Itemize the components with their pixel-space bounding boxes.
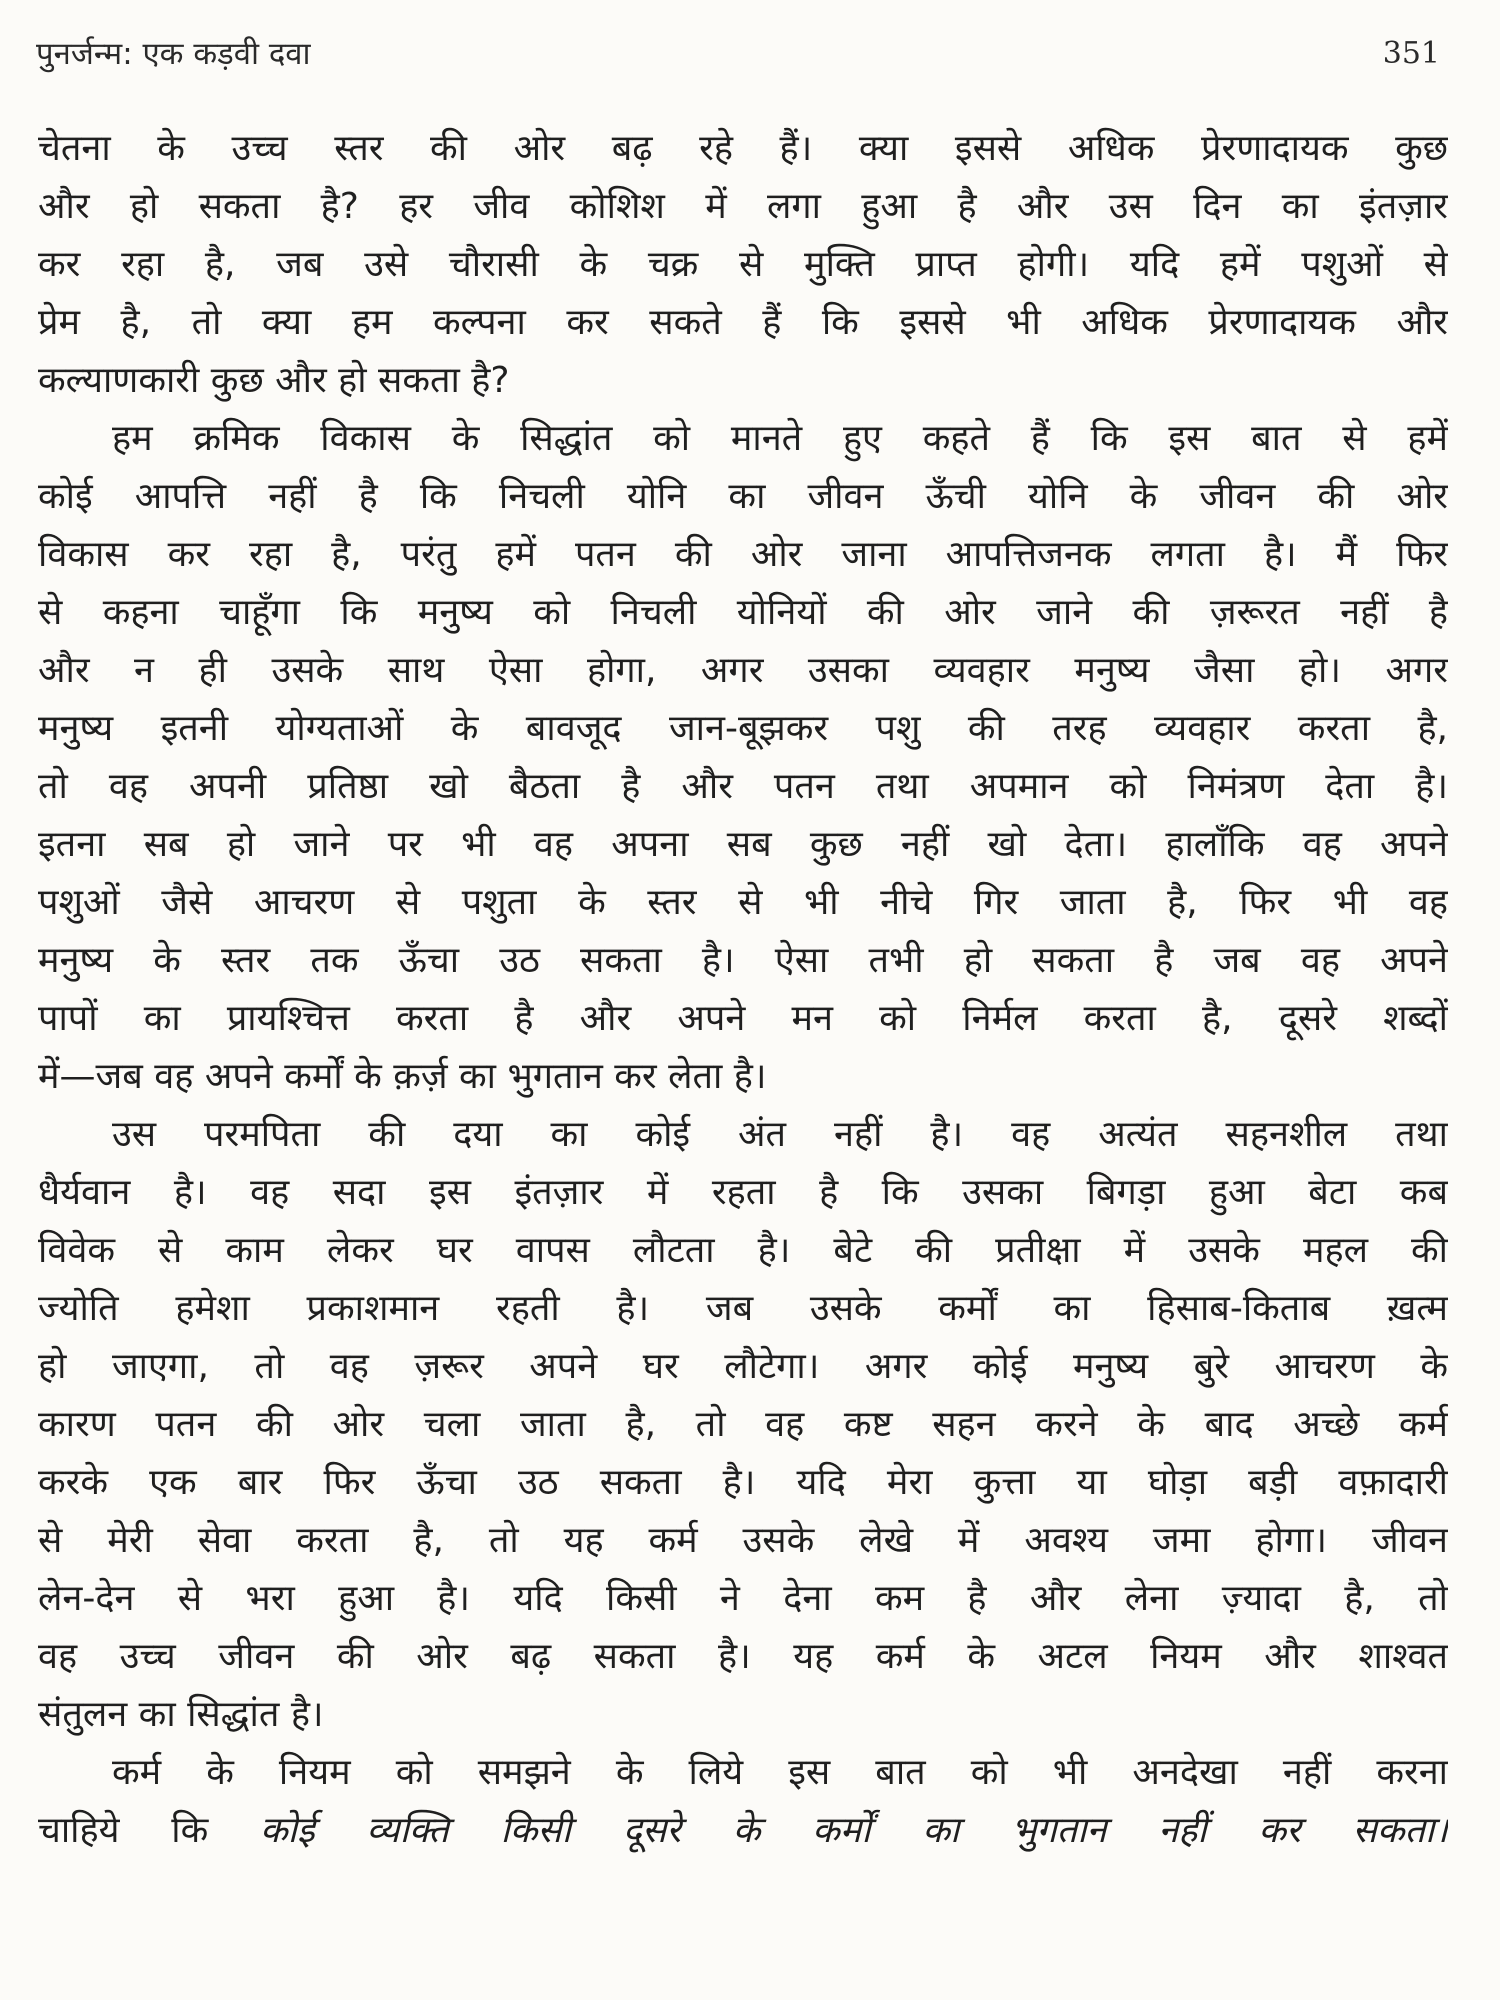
- text-line: हम क्रमिक विकास के सिद्धांत को मानते हुए कहते हैं कि इस बात से हमें: [112, 418, 1448, 459]
- running-title: पुनर्जन्म: एक कड़वी दवा: [36, 36, 311, 72]
- text-line: मनुष्य इतनी योग्यताओं के बावजूद जान-बूझकर पशु की तरह व्यवहार करता है,: [38, 708, 1448, 749]
- paragraph-3: [38, 1106, 1448, 1744]
- text-line: और हो सकता है? हर जीव कोशिश में लगा हुआ है और उस दिन का इंतज़ार: [38, 186, 1448, 227]
- paragraph-2: [38, 410, 1448, 1106]
- body-text: [38, 120, 1448, 1860]
- text-line: पशुओं जैसे आचरण से पशुता के स्तर से भी नीचे गिर जाता है, फिर भी वह: [38, 882, 1448, 923]
- text-line-mixed: [38, 1802, 1448, 1860]
- italic-emphasis: कोई व्यक्ति किसी दूसरे के कर्मों का भुगतान नहीं कर सकता।: [259, 1810, 1448, 1851]
- text-line: ज्योति हमेशा प्रकाशमान रहती है। जब उसके कर्मों का हिसाब-किताब ख़त्म: [38, 1288, 1448, 1329]
- text-line: चेतना के उच्च स्तर की ओर बढ़ रहे हैं। क्या इससे अधिक प्रेरणादायक कुछ: [38, 128, 1448, 169]
- text-line: और न ही उसके साथ ऐसा होगा, अगर उसका व्यवहार मनुष्य जैसा हो। अगर: [38, 650, 1448, 691]
- text-line: कर्म के नियम को समझने के लिये इस बात को भी अनदेखा नहीं करना: [112, 1752, 1448, 1793]
- text-line: संतुलन का सिद्धांत है।: [38, 1694, 324, 1735]
- text-line: करके एक बार फिर ऊँचा उठ सकता है। यदि मेरा कुत्ता या घोड़ा बड़ी वफ़ादारी: [38, 1462, 1448, 1503]
- paragraph-1: [38, 120, 1448, 410]
- text-line: कोई आपत्ति नहीं है कि निचली योनि का जीवन ऊँची योनि के जीवन की ओर: [38, 476, 1448, 517]
- page-number: 351: [1382, 36, 1440, 71]
- text-line: में—जब वह अपने कर्मों के क़र्ज़ का भुगतान कर लेता है।: [38, 1056, 767, 1097]
- text-line: कर रहा है, जब उसे चौरासी के चक्र से मुक्ति प्राप्त होगी। यदि हमें पशुओं से: [38, 244, 1448, 285]
- text-line: इतना सब हो जाने पर भी वह अपना सब कुछ नहीं खो देता। हालाँकि वह अपने: [38, 824, 1448, 865]
- paragraph-4: [38, 1744, 1448, 1860]
- text-line: विवेक से काम लेकर घर वापस लौटता है। बेटे की प्रतीक्षा में उसके महल की: [38, 1230, 1448, 1271]
- text-line: उस परमपिता की दया का कोई अंत नहीं है। वह अत्यंत सहनशील तथा: [112, 1114, 1448, 1155]
- text-line: वह उच्च जीवन की ओर बढ़ सकता है। यह कर्म के अटल नियम और शाश्वत: [38, 1636, 1448, 1677]
- text-line: विकास कर रहा है, परंतु हमें पतन की ओर जाना आपत्तिजनक लगता है। मैं फिर: [38, 534, 1448, 575]
- text-line: पापों का प्रायश्चित्त करता है और अपने मन को निर्मल करता है, दूसरे शब्दों: [38, 998, 1448, 1039]
- text-line: प्रेम है, तो क्या हम कल्पना कर सकते हैं कि इससे भी अधिक प्रेरणादायक और: [38, 302, 1448, 343]
- text-line: धैर्यवान है। वह सदा इस इंतज़ार में रहता है कि उसका बिगड़ा हुआ बेटा कब: [38, 1172, 1448, 1213]
- text-line: कारण पतन की ओर चला जाता है, तो वह कष्ट सहन करने के बाद अच्छे कर्म: [38, 1404, 1448, 1445]
- text-line: से मेरी सेवा करता है, तो यह कर्म उसके लेखे में अवश्य जमा होगा। जीवन: [38, 1520, 1448, 1561]
- text-line: मनुष्य के स्तर तक ऊँचा उठ सकता है। ऐसा तभी हो सकता है जब वह अपने: [38, 940, 1448, 981]
- plain-text: चाहिये कि: [38, 1810, 209, 1851]
- text-line: लेन-देन से भरा हुआ है। यदि किसी ने देना कम है और लेना ज़्यादा है, तो: [38, 1578, 1448, 1619]
- text-line: से कहना चाहूँगा कि मनुष्य को निचली योनियों की ओर जाने की ज़रूरत नहीं है: [38, 592, 1448, 633]
- text-line: तो वह अपनी प्रतिष्ठा खो बैठता है और पतन तथा अपमान को निमंत्रण देता है।: [38, 766, 1448, 807]
- text-line: कल्याणकारी कुछ और हो सकता है?: [38, 360, 510, 401]
- text-line: हो जाएगा, तो वह ज़रूर अपने घर लौटेगा। अगर कोई मनुष्य बुरे आचरण के: [38, 1346, 1448, 1387]
